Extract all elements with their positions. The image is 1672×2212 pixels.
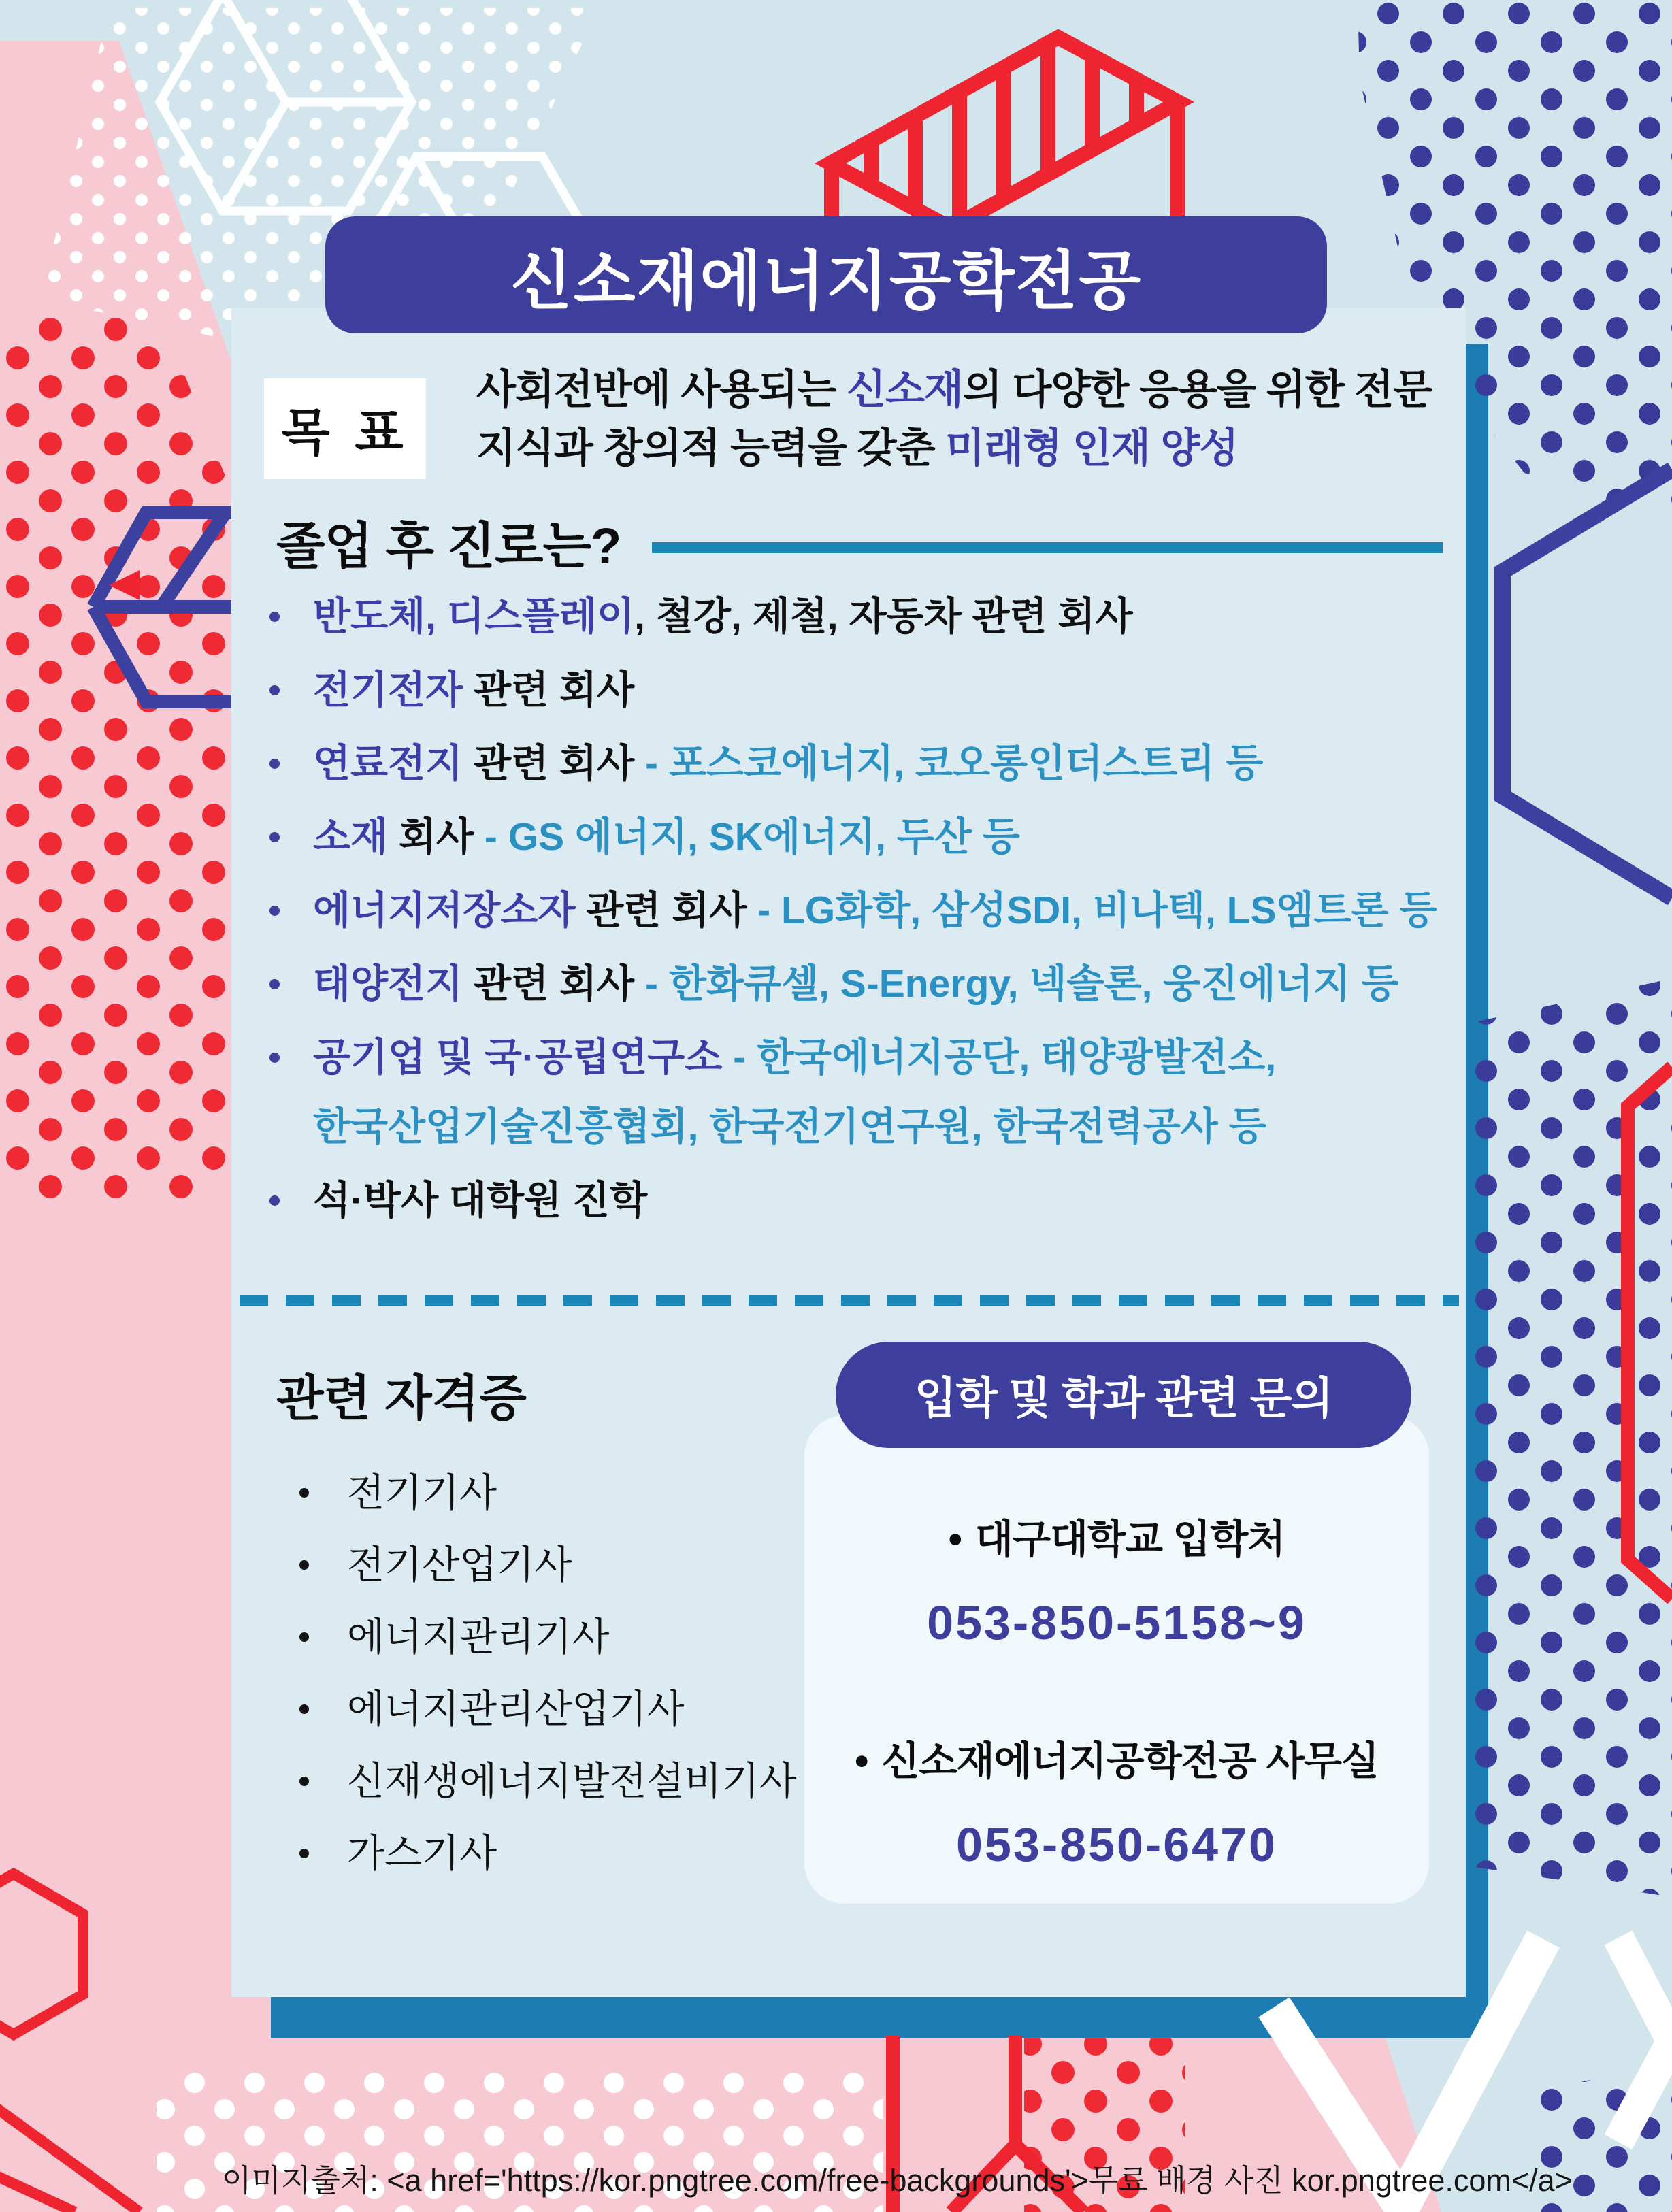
bullet-icon [269,1195,280,1206]
bullet-icon [299,1849,309,1858]
contact-phone: 053-850-5158~9 [927,1596,1307,1649]
career-item: 전기전자 관련 회사 [250,670,1448,711]
contact-section [804,1342,1429,1871]
contact-label: • 신소재에너지공학전공 사무실 [855,1739,1379,1783]
bullet-icon: • [948,1517,962,1562]
cert-item: 신재생에너지발전설비기사 [276,1762,821,1801]
bullet-icon [299,1632,309,1642]
goal-highlight-2: 미래형 인재 양성 [945,425,1239,471]
bullet-icon [269,1053,280,1063]
certifications-section [276,1359,821,1906]
content-card [231,308,1466,1997]
bullet-icon [299,1777,309,1786]
career-item: 에너지저장소자 관련 회사 - LG화학, 삼성SDI, 비나텍, LS엠트론 등 [250,890,1448,931]
career-item: 반도체, 디스플레이, 철강, 제철, 자동차 관련 회사 [250,596,1448,638]
title-banner [325,216,1327,333]
heading-rule [652,542,1443,553]
dashed-divider [240,1295,1459,1306]
careers-heading: 졸업 후 진로는? [276,518,621,574]
contact-label: • 대구대학교 입학처 [948,1517,1285,1562]
bullet-icon [269,832,280,842]
career-item: 공기업 및 국·공립연구소 - 한국에너지공단, 태양광발전소, [250,1037,1448,1078]
cert-item: 전기기사 [276,1473,821,1513]
bullet-icon [299,1704,309,1714]
bullet-icon [269,906,280,916]
career-item: 소재 회사 - GS 에너지, SK에너지, 두산 등 [250,816,1448,858]
goal-label-box [264,378,426,479]
bullet-icon [269,979,280,989]
contact-phone: 053-850-6470 [956,1818,1277,1871]
careers-heading-row [276,506,1443,578]
bullet-icon [299,1560,309,1570]
cert-item: 에너지관리기사 [276,1617,821,1657]
goal-highlight-1: 신소재 [846,367,963,412]
career-item-continuation: 한국산업기술진흥협회, 한국전기연구원, 한국전력공사 등 [313,1105,1266,1149]
bullet-icon [269,612,280,622]
career-item: 연료전지 관련 회사 - 포스코에너지, 코오롱인더스트리 등 [250,743,1448,785]
career-item: 석·박사 대학원 진학 [250,1180,1448,1221]
goal-text [476,361,1432,479]
careers-list [250,596,1448,1253]
goal-section [264,361,1439,479]
bullet-icon [269,759,280,769]
certifications-list [276,1473,821,1873]
page-title: 신소재에너지공학전공 [510,244,1143,316]
career-item: 태양전지 관련 회사 - 한화큐셀, S-Energy, 넥솔론, 웅진에너지 등 [250,963,1448,1005]
image-attribution: 이미지출처: <a href='https://kor.pngtree.com/free-backgrounds'>무료 배경 사진 kor.pngtree.com</a> [222,2163,1573,2198]
cert-item: 가스기사 [276,1834,821,1873]
goal-line-2: 지식과 창의적 능력을 갖춘 미래형 인재 양성 [476,425,1239,471]
bullet-icon: • [855,1739,868,1783]
contact-card [804,1415,1429,1904]
certifications-heading: 관련 자격증 [276,1372,527,1426]
goal-label: 목 표 [281,404,409,461]
contact-header: 입학 및 학과 관련 문의 [836,1342,1411,1448]
goal-line-1: 사회전반에 사용되는 신소재의 다양한 응용을 위한 전문 [476,367,1432,412]
bullet-icon [269,685,280,695]
cert-item: 전기산업기사 [276,1545,821,1585]
bullet-icon [299,1488,309,1498]
cert-item: 에너지관리산업기사 [276,1689,821,1729]
